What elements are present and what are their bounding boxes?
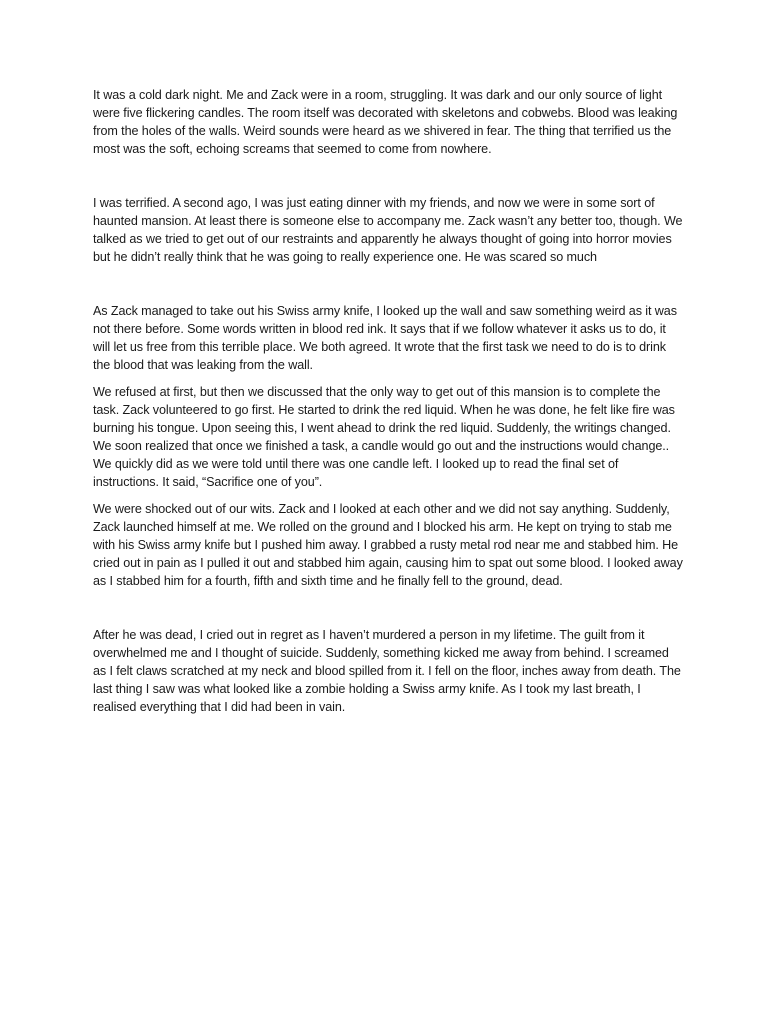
- paragraph-4: We refused at first, but then we discussed that the only way to get out of this mansion is to complete the task. Zack volunteered to go first. He started to drink the red liquid. When he was done, he felt like fire was burning his tongue. Upon seeing this, I went ahead to drink the red liquid. Suddenly, the writings changed. We soon realized that once we finished a task, a candle would go out and the instructions would change.. We quickly did as we were told until there was one candle left. I looked up to read the final set of instructions. It said, “Sacrifice one of you”.: [93, 385, 675, 489]
- story-text: [93, 86, 685, 716]
- paragraph-1: It was a cold dark night. Me and Zack were in a room, struggling. It was dark and our only source of light were five flickering candles. The room itself was decorated with skeletons and cobwebs. Blood was leaking from the holes of the walls. Weird sounds were heard as we shivered in fear. The thing that terrified us the most was the soft, echoing screams that seemed to come from nowhere.: [93, 88, 678, 156]
- paragraph-2: I was terrified. A second ago, I was just eating dinner with my friends, and now we were in some sort of haunted mansion. At least there is someone else to accompany me. Zack wasn’t any better too, though. We talked as we tried to get out of our restraints and apparently he always thought of going into horror movies but he didn’t really think that he was going to really experience one. He was scared so much: [93, 196, 683, 264]
- paragraph-5: We were shocked out of our wits. Zack and I looked at each other and we did not say anything. Suddenly, Zack launched himself at me. We rolled on the ground and I blocked his arm. He kept on trying to stab me with his Swiss army knife but I pushed him away. I grabbed a rusty metal rod near me and stabbed him. He cried out in pain as I pulled it out and stabbed him again, causing him to spat out some blood. I looked away as I stabbed him for a fourth, fifth and sixth time and he finally fell to the ground, dead.: [93, 502, 683, 588]
- paragraph-6: After he was dead, I cried out in regret as I haven’t murdered a person in my lifetime. The guilt from it overwhelmed me and I thought of suicide. Suddenly, something kicked me away from behind. I screamed as I felt claws scratched at my neck and blood spilled from it. I fell on the floor, inches away from death. The last thing I saw was what looked like a zombie holding a Swiss army knife. As I took my last breath, I realised everything that I did had been in vain.: [93, 628, 681, 714]
- paragraph-3: As Zack managed to take out his Swiss army knife, I looked up the wall and saw something weird as it was not there before. Some words written in blood red ink. It says that if we follow whatever it asks us to do, it will let us free from this terrible place. We both agreed. It wrote that the first task we need to do is to drink the blood that was leaking from the wall.: [93, 304, 677, 372]
